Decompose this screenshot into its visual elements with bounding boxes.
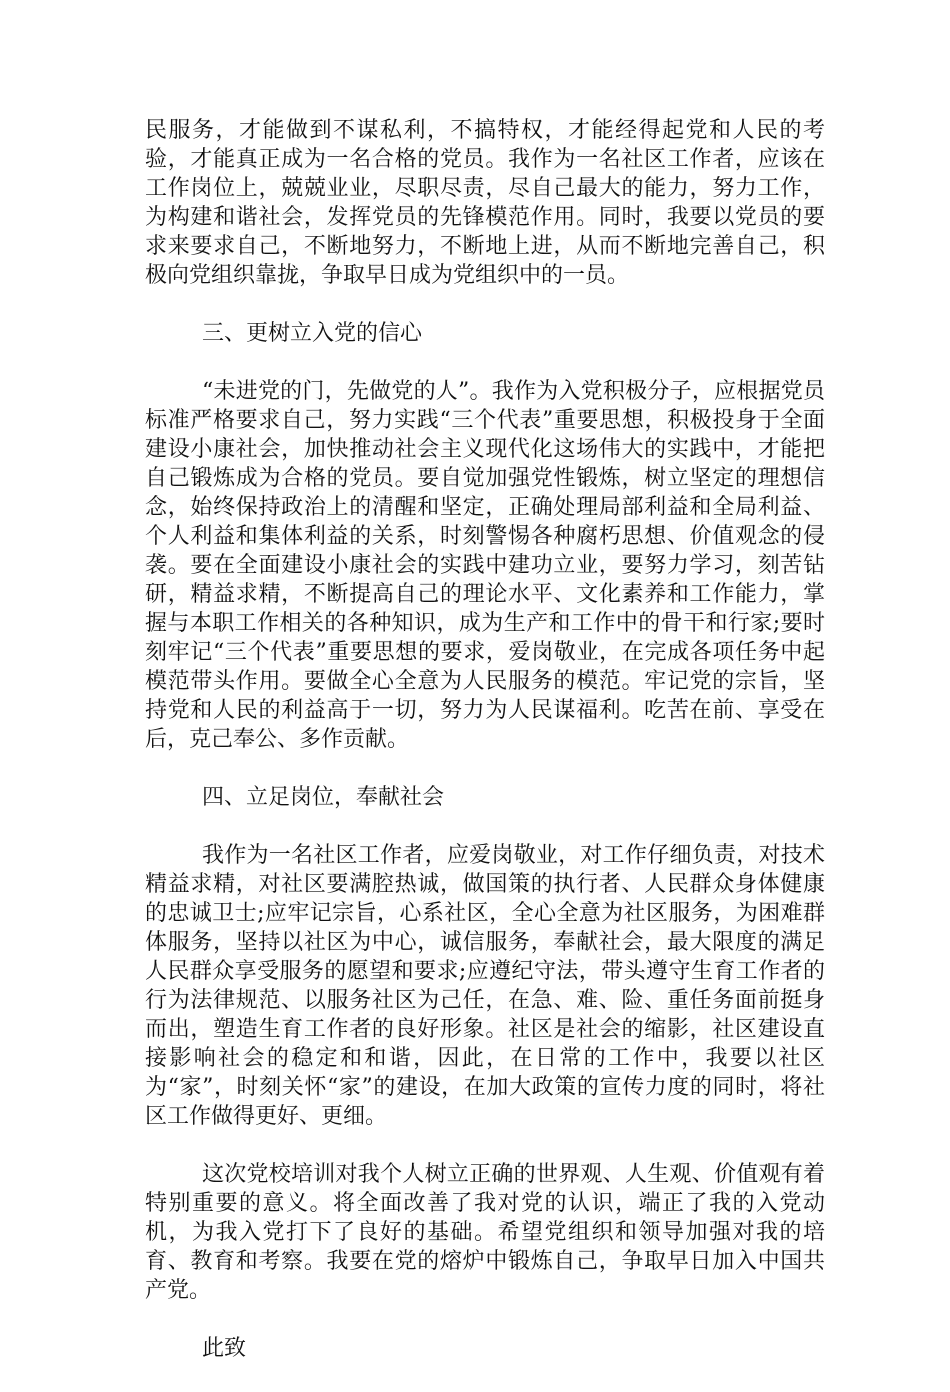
heading-section-four: 四、立足岗位，奉献社会 bbox=[202, 785, 445, 810]
paragraph-community-service: 民服务，才能做到不谋私利，不搞特权，才能经得起党和人民的考验，才能真正成为一名合格的党员。我作为一名社区工作者，应该在工作岗位上，兢兢业业，尽职尽责，尽自己最大的能力，努力工作，为构建和谐社会，发挥党员的先锋模范作用。同时，我要以党员的要求来要求自己，不断地努力，不断地上进，从而不断地完善自己，积极向党组织靠拢，争取早日成为党组织中的一员。 bbox=[145, 118, 825, 288]
closing-salutation: 此致 bbox=[202, 1336, 247, 1361]
document-body bbox=[145, 116, 825, 1392]
heading-section-three: 三、更树立入党的信心 bbox=[202, 321, 423, 346]
paragraph-training-summary: 这次党校培训对我个人树立正确的世界观、人生观、价值观有着特别重要的意义。将全面改善了我对党的认识，端正了我的入党动机，为我入党打下了良好的基础。希望党组织和领导加强对我的培育、教育和考察。我要在党的熔炉中锻炼自己，争取早日加入中国共产党。 bbox=[145, 1162, 825, 1303]
paragraph-dedication: 我作为一名社区工作者，应爱岗敬业，对工作仔细负责，对技术精益求精，对社区要满腔热诚，做国策的执行者、人民群众身体健康的忠诚卫士;应牢记宗旨，心系社区，全心全意为社区服务，为困难群体服务，坚持以社区为中心，诚信服务，奉献社会，最大限度的满足人民群众享受服务的愿望和要求;应遵纪守法，带头遵守生育工作者的行为法律规范、以服务社区为己任，在急、难、险、重任务面前挺身而出，塑造生育工作者的良好形象。社区是社会的缩影，社区建设直接影响社会的稳定和和谐，因此，在日常的工作中，我要以社区为“家”，时刻关怀“家”的建设，在加大政策的宣传力度的同时，将社区工作做得更好、更细。 bbox=[145, 843, 825, 1129]
paragraph-party-confidence: “未进党的门，先做党的人”。我作为入党积极分子，应根据党员标准严格要求自己，努力实践“三个代表”重要思想，积极投身于全面建设小康社会，加快推动社会主义现代化这场伟大的实践中，才能把自己锻炼成为合格的党员。要自觉加强党性锻炼，树立坚定的理想信念，始终保持政治上的清醒和坚定，正确处理局部利益和全局利益、个人利益和集体利益的关系，时刻警惕各种腐朽思想、价值观念的侵袭。要在全面建设小康社会的实践中建功立业，要努力学习，刻苦钻研，精益求精，不断提高自己的理论水平、文化素养和工作能力，掌握与本职工作相关的各种知识，成为生产和工作中的骨干和行家;要时刻牢记“三个代表”重要思想的要求，爱岗敬业，在完成各项任务中起模范带头作用。要做全心全意为人民服务的模范。牢记党的宗旨，坚持党和人民的利益高于一切，努力为人民谋福利。吃苦在前、享受在后，克己奉公、多作贡献。 bbox=[145, 379, 825, 752]
